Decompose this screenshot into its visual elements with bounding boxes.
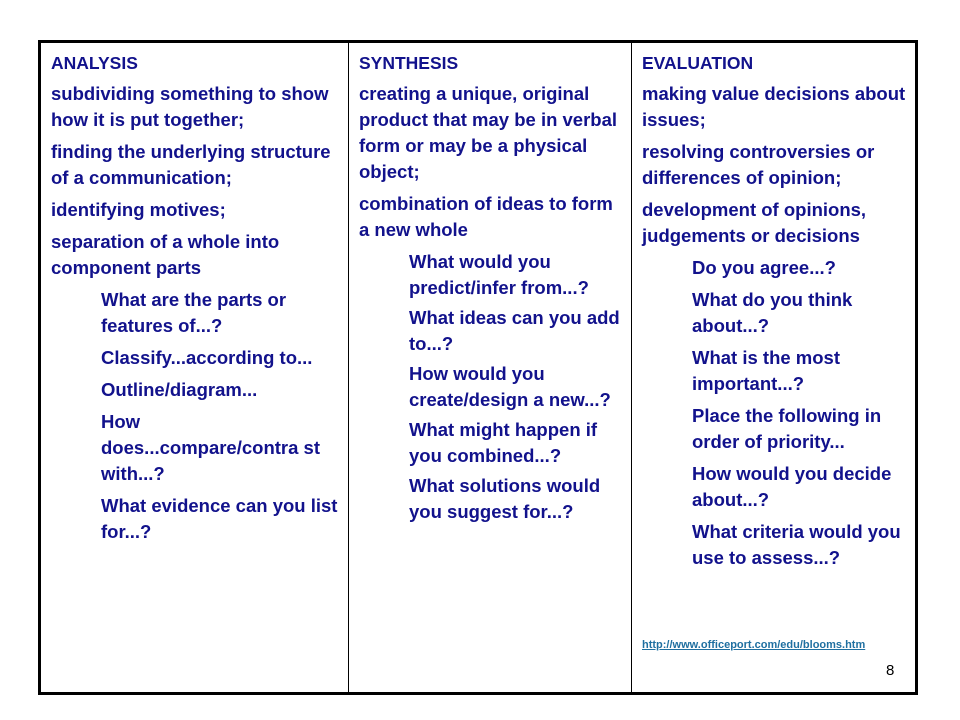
- question-item: What evidence can you list for...?: [101, 495, 338, 542]
- question-item: Place the following in order of priority...: [692, 405, 882, 452]
- definition: making value decisions about issues;: [642, 83, 906, 130]
- question-item: What is the most important...?: [692, 347, 841, 394]
- question-item: How would you decide about...?: [692, 463, 892, 510]
- definition: combination of ideas to form a new whole: [359, 193, 613, 240]
- question-list: [51, 287, 340, 545]
- column-heading: SYNTHESIS: [359, 53, 459, 73]
- column-heading: ANALYSIS: [51, 53, 138, 73]
- question-item: What do you think about...?: [692, 289, 853, 336]
- column-heading: EVALUATION: [642, 53, 754, 73]
- definition: finding the underlying structure of a communication;: [51, 141, 331, 188]
- question-item: What ideas can you add to...?: [409, 307, 620, 354]
- question-item: How would you create/design a new...?: [409, 363, 611, 410]
- question-item: Outline/diagram...: [101, 379, 258, 400]
- source-link[interactable]: http://www.officeport.com/edu/blooms.htm: [642, 639, 866, 651]
- question-item: Do you agree...?: [692, 257, 836, 278]
- question-item: How does...compare/contra st with...?: [101, 411, 320, 484]
- blooms-table: [38, 40, 918, 695]
- column-evaluation: [631, 43, 915, 692]
- column-analysis: [41, 43, 348, 692]
- definition: subdividing something to show how it is put together;: [51, 83, 329, 130]
- definition: separation of a whole into component parts: [51, 231, 280, 278]
- question-item: What would you predict/infer from...?: [409, 251, 589, 298]
- question-item: Classify...according to...: [101, 347, 313, 368]
- question-item: What might happen if you combined...?: [409, 419, 598, 466]
- definition: creating a unique, original product that may be in verbal form or may be a physical object;: [359, 83, 618, 182]
- question-item: What criteria would you use to assess...?: [692, 521, 901, 568]
- column-synthesis: [348, 43, 631, 692]
- page-number: 8: [886, 662, 895, 679]
- question-item: What are the parts or features of...?: [101, 289, 287, 336]
- question-item: What solutions would you suggest for...?: [409, 475, 601, 522]
- question-list: [642, 255, 907, 571]
- definition: identifying motives;: [51, 199, 226, 220]
- question-list: [359, 249, 623, 525]
- definition: resolving controversies or differences of opinion;: [642, 141, 875, 188]
- definition: development of opinions, judgements or decisions: [642, 199, 867, 246]
